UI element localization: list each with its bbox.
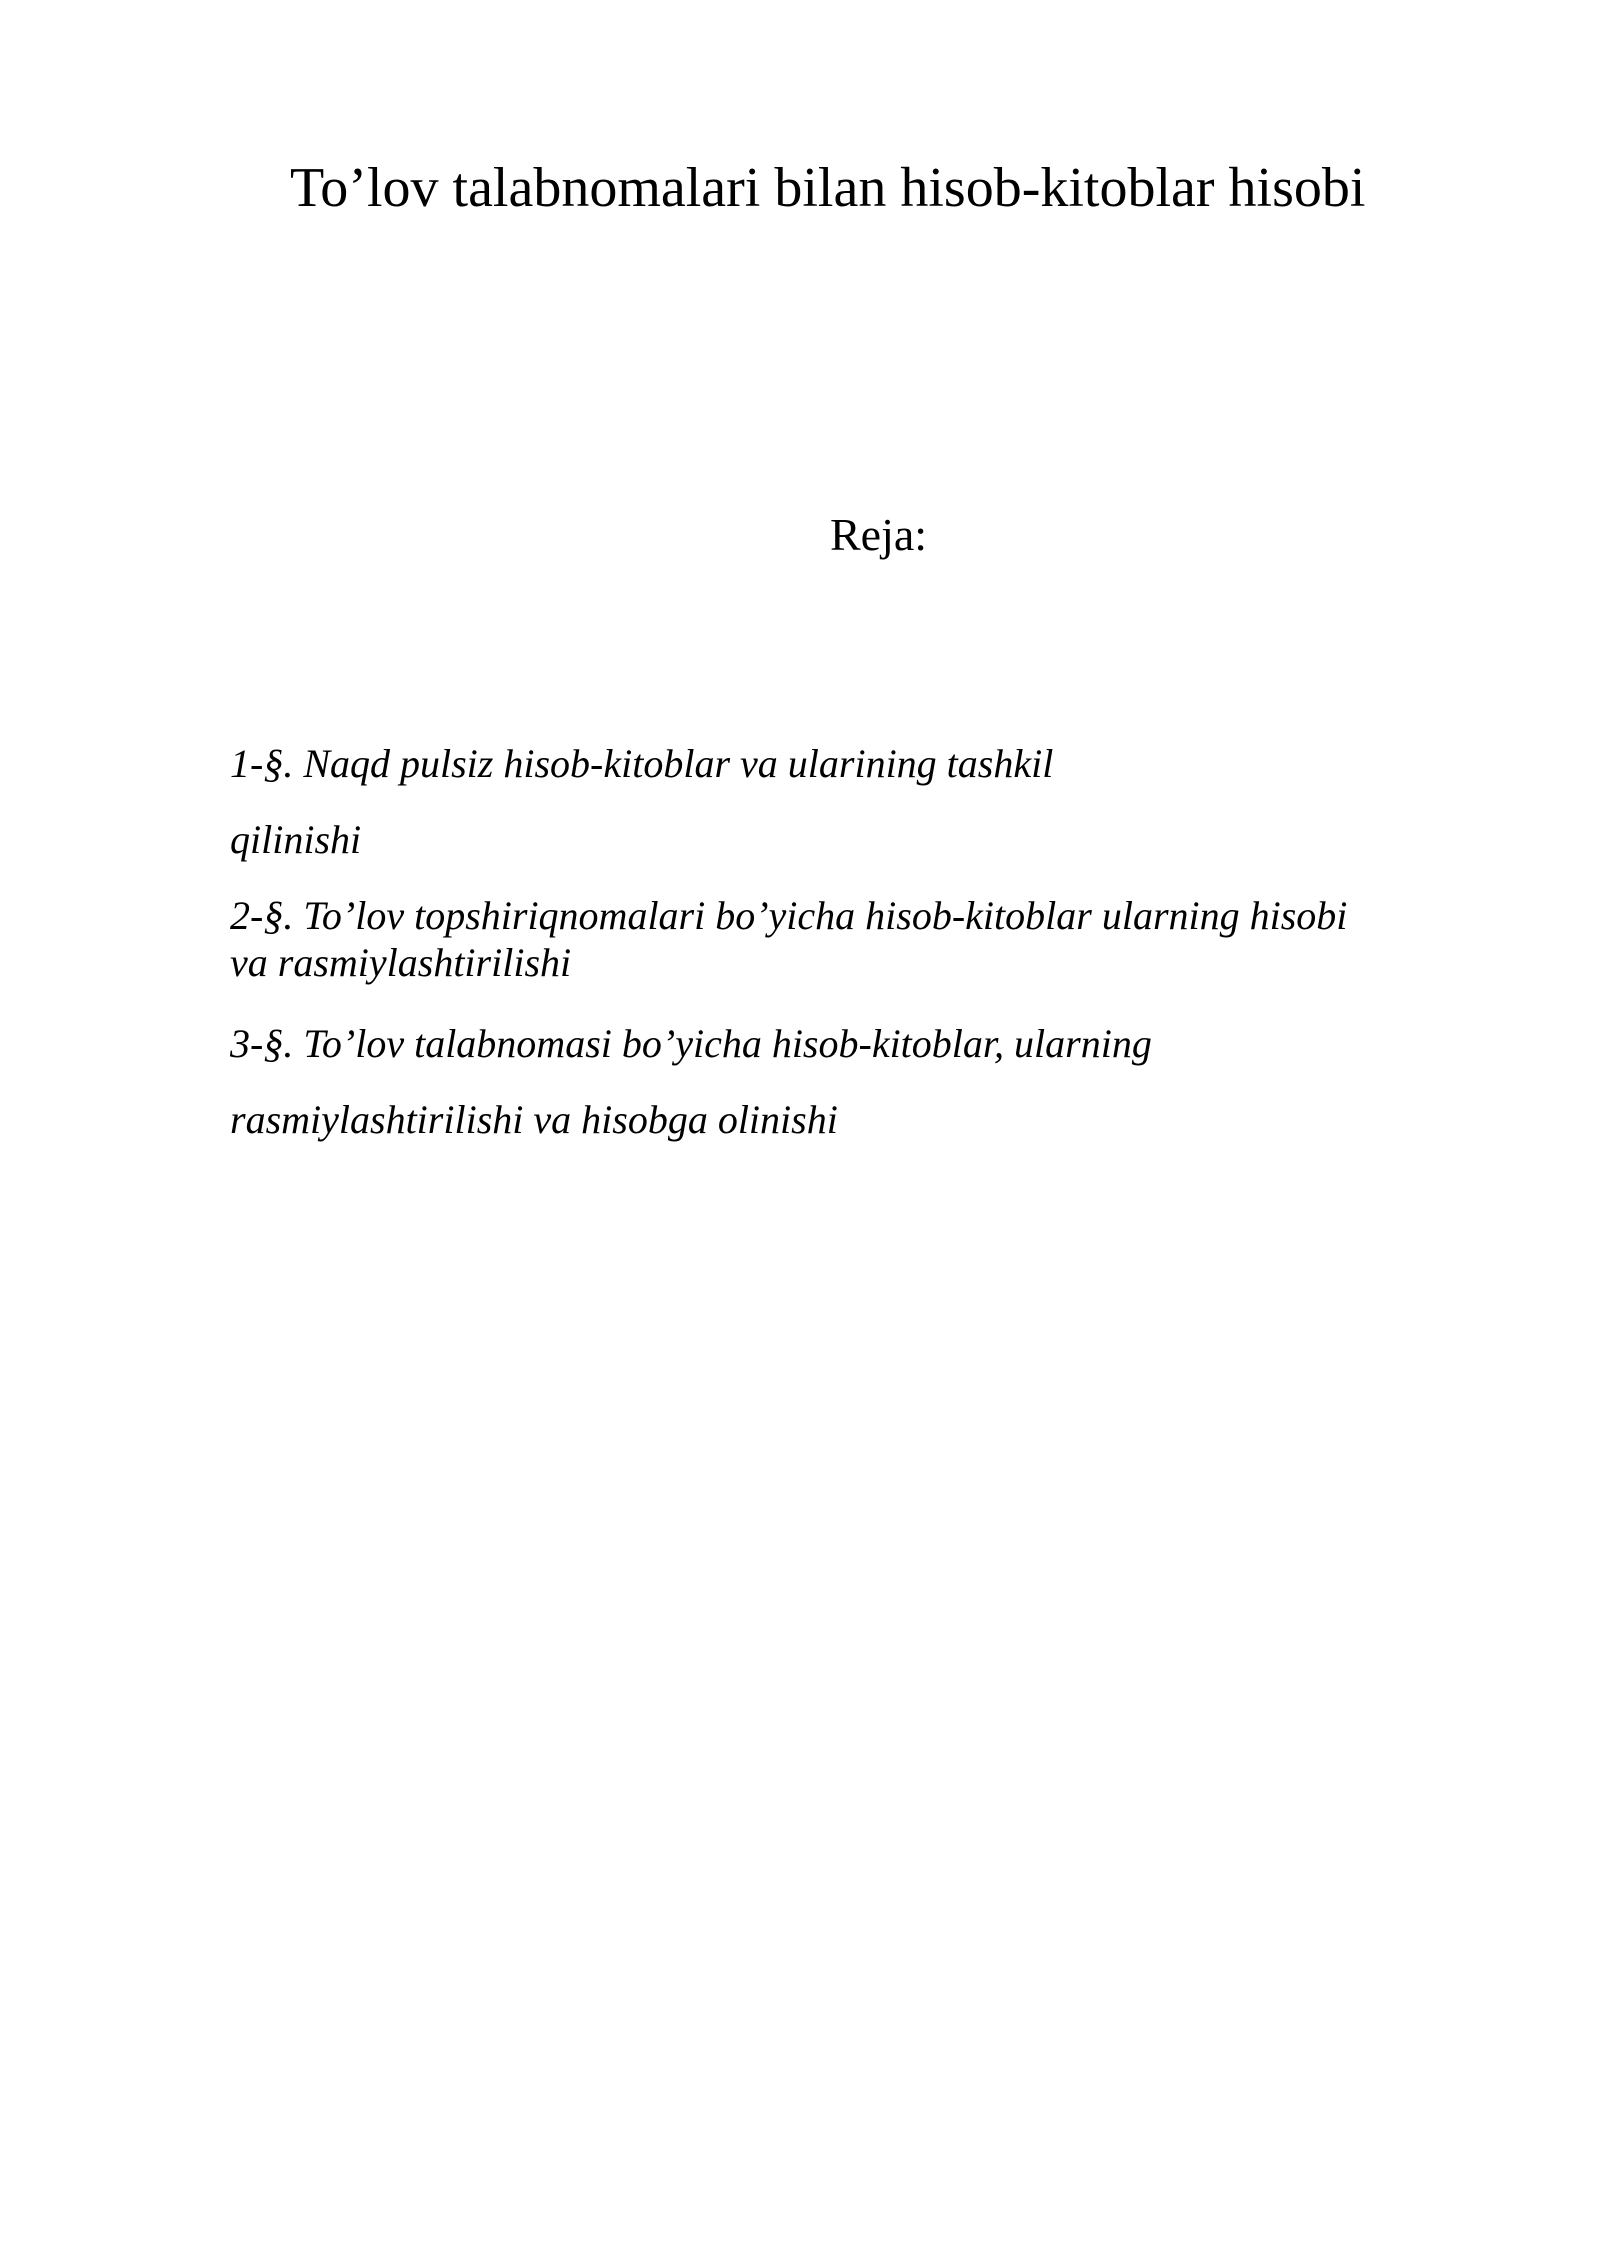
plan-heading: Reja: [830,509,928,560]
plan-item-1-line-1: 1-§. Naqd pulsiz hisob-kitoblar va ularining tashkil [230,741,1054,786]
plan-item-1-line-2: qilinishi [230,817,362,862]
plan-item-3-line-1: 3-§. To’lov talabnomasi bo’yicha hisob-kitoblar, ularning [230,1021,1152,1066]
document-title: To’lov talabnomalari bilan hisob-kitoblar hisobi [290,157,1366,219]
plan-item-2-line-1: 2-§. To’lov topshiriqnomalari bo’yicha hisob-kitoblar ularning hisobi [230,893,1348,938]
plan-item-3-line-2: rasmiylashtirilishi va hisobga olinishi [230,1097,838,1142]
plan-item-2-line-2: va rasmiylashtirilishi [230,940,572,985]
